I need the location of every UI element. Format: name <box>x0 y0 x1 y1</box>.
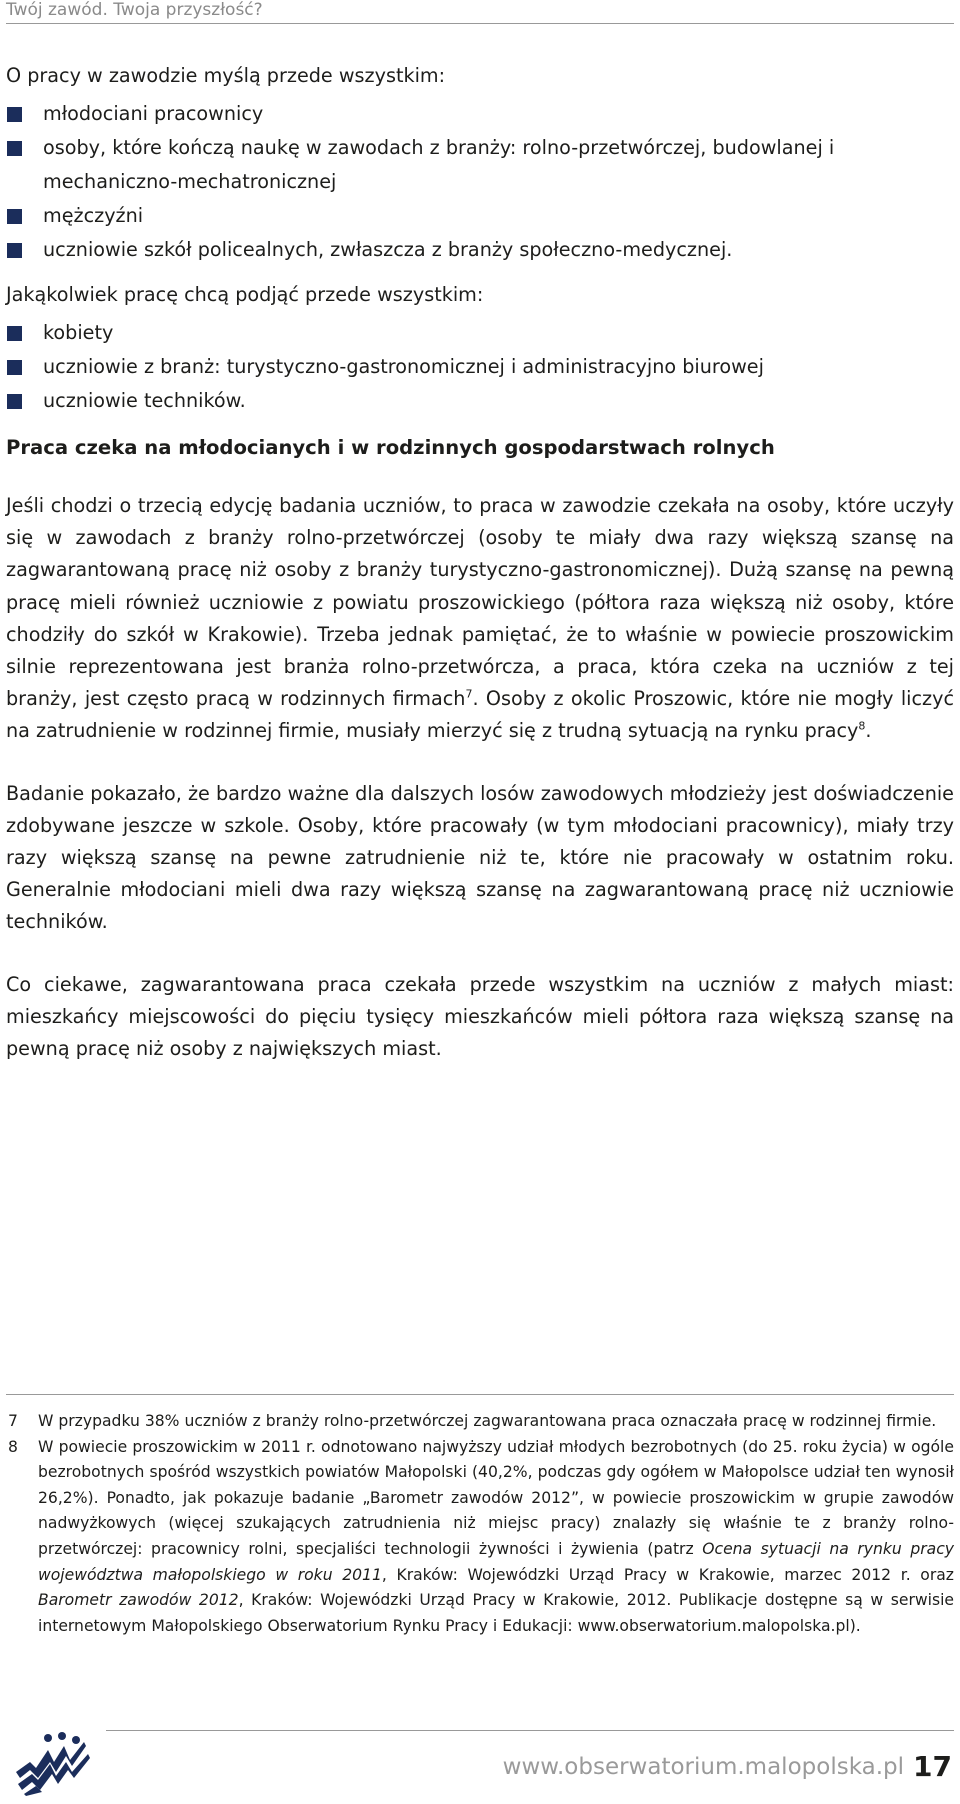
square-bullet-icon <box>7 141 22 156</box>
page-number: 17 <box>913 1750 952 1783</box>
square-bullet-icon <box>7 394 22 409</box>
section2-list <box>6 316 954 418</box>
square-bullet-icon <box>7 243 22 258</box>
citation-title: Ocena sytuacji na rynku pracy województwa małopolskiego w roku 2011 <box>38 1539 954 1584</box>
footnotes <box>6 1394 954 1639</box>
square-bullet-icon <box>7 209 22 224</box>
paragraph-2: Badanie pokazało, że bardzo ważne dla dalszych losów zawodowych młodzieży jest doświadczenie zdobywane jeszcze w szkole. Osoby, które pracowały (w tym młodociani pracownicy), miały trzy razy większą szansę na pewne zatrudnienie niż te, które nie pracowały w ostatnim roku. Generalnie młodociani mieli dwa razy większą szansę na zagwarantowaną pracę niż uczniowie techników. <box>6 781 954 934</box>
footnote-7 <box>6 1409 954 1435</box>
footnote-text: W przypadku 38% uczniów z branży rolno-przetwórczej zagwarantowana praca oznaczała pracę w rodzinnej firmie. <box>38 1412 937 1430</box>
list-item: osoby, które kończą naukę w zawodach z branży: rolno-przetwórczej, budowlanej i mechaniczno-mechatronicznej <box>6 131 954 199</box>
footnote-number: 7 <box>8 1412 18 1430</box>
footer-divider <box>106 1730 954 1731</box>
square-bullet-icon <box>7 107 22 122</box>
list-item: uczniowie techników. <box>6 384 954 418</box>
citation-title: Barometr zawodów 2012 <box>38 1591 239 1610</box>
footnote-number: 8 <box>8 1437 18 1456</box>
running-header <box>6 0 954 24</box>
page-footer <box>0 1728 960 1798</box>
running-title: Twój zawód. Twoja przyszłość? <box>6 0 263 20</box>
footnote-ref-7[interactable]: 7 <box>465 687 473 701</box>
footnote-ref-8[interactable]: 8 <box>858 720 866 734</box>
square-bullet-icon <box>7 326 22 341</box>
paragraph-1: Jeśli chodzi o trzecią edycję badania uczniów, to praca w zawodzie czekała na osoby, które uczyły się w zawodach z branży rolno-przetwórczej (osoby te miały dwa razy większą szansę na zagwarantowaną pracę niż osoby z branży turystyczno-gastronomicznej). Dużą szansę na pewną pracę mieli również uczniowie z powiatu proszowickiego (półtora raza większą niż osoby, które chodziły do szkół w Krakowie). Trzeba jednak pamiętać, że to właśnie w powiecie proszowickim silnie reprezentowana jest branża rolno-przetwórcza, a praca, która czeka na uczniów z tej branży, jest często pracą w rodzinnych firmach$^7$. Osoby z okolic Proszowic, które nie mogły liczyć na zatrudnienie w rodzinnej firmie, musiały mierzyć się z trudną sytuacją na rynku pracy$^8$. <box>6 494 955 743</box>
list-item: młodociani pracownicy <box>6 97 954 131</box>
paragraph-3: Co ciekawe, zagwarantowana praca czekała przede wszystkim na uczniów z małych miast: mieszkańcy miejscowości do pięciu tysięcy mieszkańców mieli półtora raza większą szansę na pewną pracę niż osoby z największych miast. <box>6 972 954 1061</box>
website-link[interactable]: www.obserwatorium.malopolska.pl <box>502 1754 904 1780</box>
list-item: mężczyźni <box>6 199 954 233</box>
section2-intro: Jakąkolwiek pracę chcą podjąć przede wszystkim: <box>6 283 484 306</box>
section1-intro: O pracy w zawodzie myślą przede wszystkim: <box>6 64 446 87</box>
list-item: kobiety <box>6 316 954 350</box>
main-content <box>6 58 954 1065</box>
list-item: uczniowie szkół policealnych, zwłaszcza z branży społeczno-medycznej. <box>6 233 954 267</box>
section1-list <box>6 97 954 267</box>
square-bullet-icon <box>7 360 22 375</box>
footnote-8: 8 W powiecie proszowickim w 2011 r. odnotowano najwyższy udział młodych bezrobotnych (do 25. roku życia) w ogóle bezrobotnych spośród wszystkich powiatów Małopolski (40,2%, podczas gdy ogółem w Małopolsce udział ten wynosił 26,2%). Ponadto, jak pokazuje badanie „Barometr zawodów 2012”, w powiecie proszowickim w grupie zawodów nadwyżkowych (więcej szukających zatrudnienia niż miejsc pracy) znalazły się właśnie te z branży rolno-przetwórczej: pracownicy rolni, specjaliści technologii żywności i żywienia (patrz Ocena sytuacji na rynku pracy województwa małopolskiego w roku 2011, Kraków: Wojewódzki Urząd Pracy w Krakowie, marzec 2012 r. oraz Barometr zawodów 2012, Kraków: Wojewódzki Urząd Pracy w Krakowie, 2012. Publikacje dostępne są w serwisie internetowym Małopolskiego Obserwatorium Rynku Pracy i Edukacji: www.obserwatorium.malopolska.pl). <box>6 1435 954 1640</box>
section-heading: Praca czeka na młodocianych i w rodzinnych gospodarstwach rolnych <box>6 436 775 459</box>
list-item: uczniowie z branż: turystyczno-gastronomicznej i administracyjno biurowej <box>6 350 954 384</box>
obserwatorium-logo-icon <box>14 1732 94 1796</box>
